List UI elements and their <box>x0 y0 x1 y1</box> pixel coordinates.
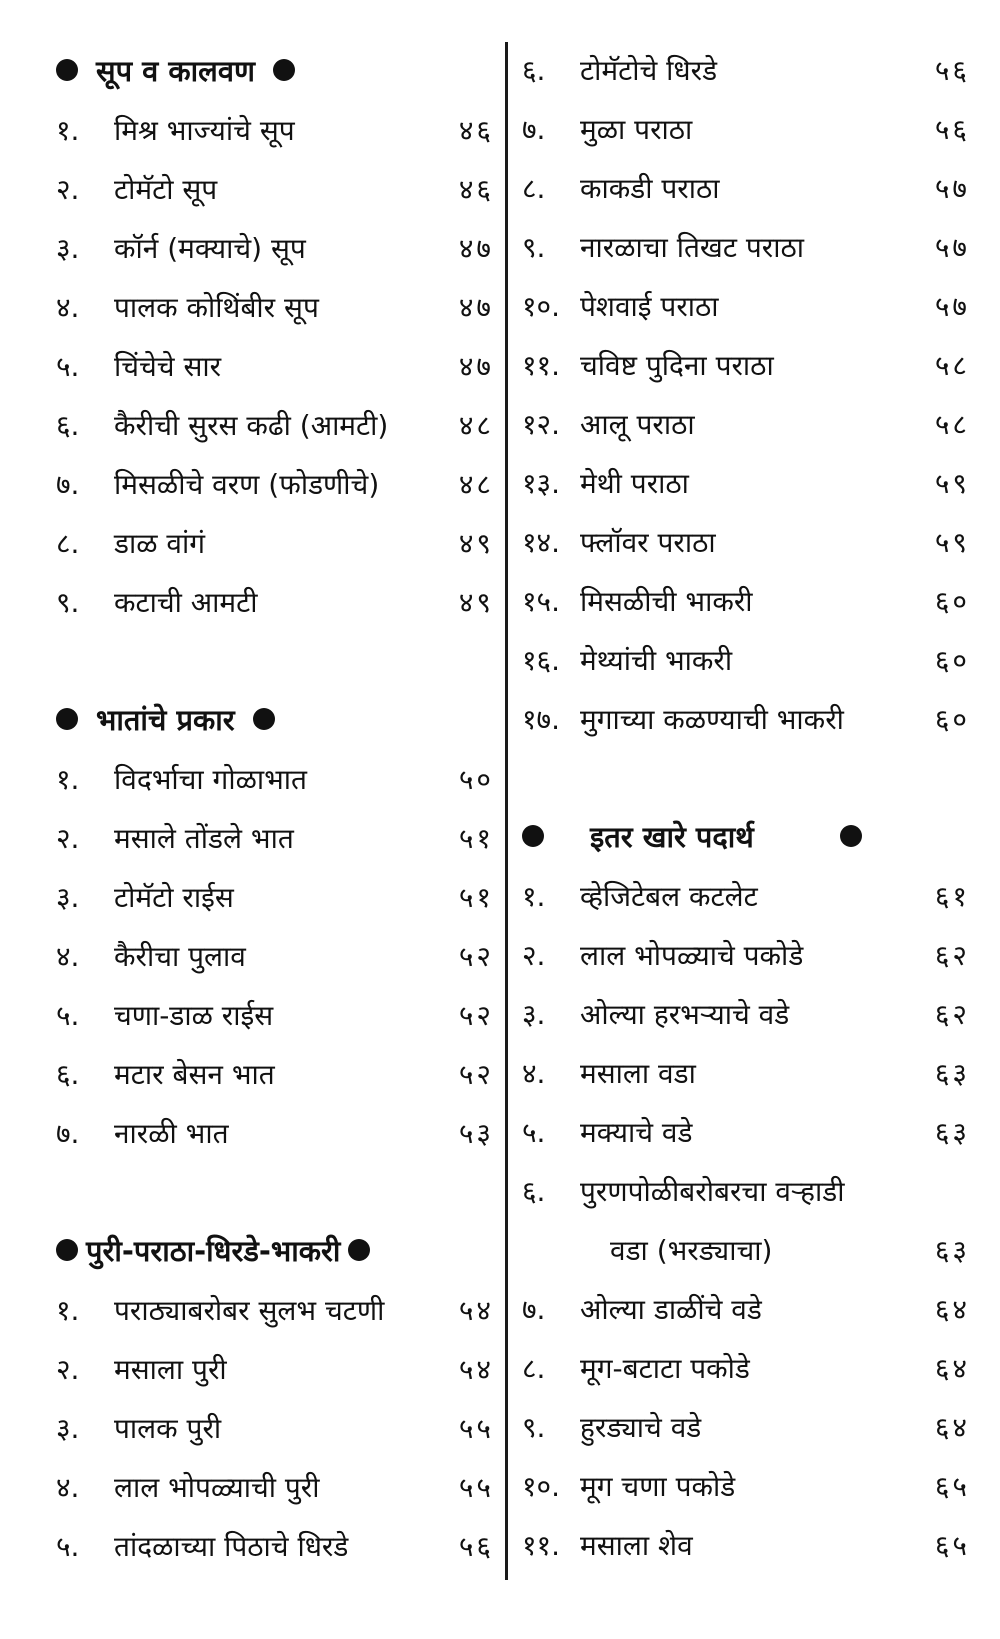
list-item[interactable] <box>56 218 494 277</box>
item-name: कटाची आमटी <box>114 585 258 619</box>
item-page: ५० <box>458 762 494 796</box>
item-number: १०. <box>522 289 561 323</box>
list-item[interactable] <box>522 394 970 453</box>
item-name: हुरड्याचे वडे <box>580 1410 702 1444</box>
item-name: पुरणपोळीबरोबरचा वऱ्हाडी <box>580 1174 845 1208</box>
item-page: ५८ <box>934 407 970 441</box>
item-number: १६. <box>522 643 561 677</box>
item-name: काकडी पराठा <box>580 171 720 205</box>
item-name: टोमॅटो राईस <box>114 880 234 914</box>
item-name: कैरीची सुरस कढी (आमटी) <box>114 408 389 442</box>
item-number: ३. <box>522 997 546 1031</box>
item-page: ४८ <box>458 467 494 501</box>
item-name: फ्लॉवर पराठा <box>580 525 716 559</box>
list-item[interactable] <box>522 1102 970 1161</box>
item-number: २. <box>522 938 546 972</box>
item-name: मसाला वडा <box>580 1056 696 1090</box>
list-item[interactable] <box>522 217 970 276</box>
item-number: ११. <box>522 1528 561 1562</box>
list-item[interactable] <box>522 689 970 748</box>
item-name: कैरीचा पुलाव <box>114 939 246 973</box>
item-name: लाल भोपळ्याची पुरी <box>114 1470 320 1504</box>
item-number: १४. <box>522 525 561 559</box>
list-item[interactable] <box>56 572 494 631</box>
list-item[interactable] <box>56 867 494 926</box>
item-name: मिश्र भाज्यांचे सूप <box>114 113 295 147</box>
list-item[interactable] <box>522 1043 970 1102</box>
item-page: ४६ <box>458 113 494 147</box>
item-page: ५४ <box>458 1352 494 1386</box>
item-name: टोमॅटो सूप <box>114 172 218 206</box>
item-page: ६३ <box>934 1115 970 1149</box>
item-page: ४७ <box>458 290 494 324</box>
item-number: १. <box>56 113 80 147</box>
list-item[interactable] <box>522 335 970 394</box>
item-number: ५. <box>56 349 80 383</box>
list-item[interactable] <box>56 336 494 395</box>
bullet-icon <box>273 59 295 81</box>
list-item[interactable] <box>56 1457 494 1516</box>
section-heading-breads <box>56 1220 494 1280</box>
item-name: वडा (भरड्याचा) <box>610 1233 773 1267</box>
item-number: १२. <box>522 407 561 441</box>
list-item[interactable] <box>522 925 970 984</box>
list-item[interactable] <box>56 395 494 454</box>
list-item[interactable] <box>522 1515 970 1574</box>
item-name: तांदळाच्या पिठाचे धिरडे <box>114 1529 349 1563</box>
list-item[interactable] <box>522 1161 970 1220</box>
item-number: ३. <box>56 231 80 265</box>
item-number: २. <box>56 821 80 855</box>
section-heading-savory <box>522 806 970 866</box>
item-name: मिसळीचे वरण (फोडणीचे) <box>114 467 380 501</box>
item-page: ६३ <box>934 1233 970 1267</box>
list-item[interactable] <box>522 1279 970 1338</box>
list-item[interactable] <box>522 40 970 99</box>
section-title: इतर खारे पदार्थ <box>590 819 754 854</box>
item-name: पेशवाई पराठा <box>580 289 719 323</box>
item-number: ९. <box>522 1410 546 1444</box>
section-gap <box>522 748 970 806</box>
item-page: ५५ <box>458 1411 494 1445</box>
item-number: १३. <box>522 466 561 500</box>
item-page: ५२ <box>458 939 494 973</box>
item-number: ४. <box>56 290 80 324</box>
item-name: मिसळीची भाकरी <box>580 584 753 618</box>
item-name: मक्याचे वडे <box>580 1115 693 1149</box>
item-name: कॉर्न (मक्याचे) सूप <box>114 231 306 265</box>
item-name: आलू पराठा <box>580 407 695 441</box>
item-name: व्हेजिटेबल कटलेट <box>580 879 758 913</box>
item-number: ४. <box>522 1056 546 1090</box>
item-page: ४६ <box>458 172 494 206</box>
left-column <box>56 40 494 1575</box>
item-page: ४७ <box>458 349 494 383</box>
list-item[interactable] <box>522 453 970 512</box>
item-page: ६२ <box>934 997 970 1031</box>
item-page: ५६ <box>934 112 970 146</box>
item-page: ४९ <box>458 585 494 619</box>
item-number: ८. <box>522 1351 546 1385</box>
item-name: मुगाच्या कळण्याची भाकरी <box>580 702 844 736</box>
item-page: ५३ <box>458 1116 494 1150</box>
section-gap <box>56 631 494 689</box>
item-number: ५. <box>56 1529 80 1563</box>
item-name: मसाले तोंडले भात <box>114 821 294 855</box>
item-number: १७. <box>522 702 561 736</box>
list-item[interactable] <box>56 159 494 218</box>
list-item[interactable] <box>56 513 494 572</box>
bullet-icon <box>56 708 78 730</box>
item-page: ५२ <box>458 1057 494 1091</box>
list-item[interactable] <box>56 749 494 808</box>
item-name: मटार बेसन भात <box>114 1057 275 1091</box>
item-page: ५१ <box>458 821 494 855</box>
item-number: ५. <box>522 1115 546 1149</box>
item-page: ६० <box>934 584 970 618</box>
item-name: मूग-बटाटा पकोडे <box>580 1351 750 1385</box>
list-item[interactable] <box>522 158 970 217</box>
item-number: १. <box>56 762 80 796</box>
item-page: ५२ <box>458 998 494 1032</box>
list-item[interactable] <box>522 512 970 571</box>
item-name: चविष्ट पुदिना पराठा <box>580 348 774 382</box>
list-item[interactable] <box>56 985 494 1044</box>
item-name: मुळा पराठा <box>580 112 693 146</box>
list-item[interactable] <box>56 926 494 985</box>
item-number: ६. <box>56 1057 80 1091</box>
list-item[interactable] <box>56 277 494 336</box>
item-number: ६. <box>522 1174 546 1208</box>
item-page: ५९ <box>934 525 970 559</box>
item-name: पालक कोथिंबीर सूप <box>114 290 319 324</box>
item-number: ९. <box>56 585 80 619</box>
column-divider <box>505 42 508 1580</box>
list-item[interactable] <box>522 1456 970 1515</box>
item-name: पराठ्याबरोबर सुलभ चटणी <box>114 1293 385 1327</box>
item-number: ४. <box>56 939 80 973</box>
item-number: ७. <box>522 112 546 146</box>
item-page: ६० <box>934 643 970 677</box>
list-item[interactable] <box>522 1397 970 1456</box>
item-number: १. <box>522 879 546 913</box>
item-number: १. <box>56 1293 80 1327</box>
bullet-icon <box>348 1239 370 1261</box>
item-name: डाळ वांगं <box>114 526 205 560</box>
item-page: ५५ <box>458 1470 494 1504</box>
list-item[interactable] <box>522 630 970 689</box>
item-number: ९. <box>522 230 546 264</box>
list-item[interactable] <box>56 808 494 867</box>
item-page: ४८ <box>458 408 494 442</box>
list-item[interactable] <box>522 99 970 158</box>
item-page: ६४ <box>934 1351 970 1385</box>
item-number: ६. <box>56 408 80 442</box>
item-page: ४७ <box>458 231 494 265</box>
item-page: ४९ <box>458 526 494 560</box>
item-page: ५६ <box>458 1529 494 1563</box>
item-page: ६४ <box>934 1292 970 1326</box>
list-item[interactable] <box>56 1516 494 1575</box>
item-number: ११. <box>522 348 561 382</box>
list-item[interactable] <box>522 571 970 630</box>
bullet-icon <box>56 59 78 81</box>
item-page: ५७ <box>934 230 970 264</box>
item-name: विदर्भाचा गोळाभात <box>114 762 308 796</box>
section-title: पुरी-पराठा-धिरडे-भाकरी <box>86 1233 341 1268</box>
list-item[interactable] <box>56 1044 494 1103</box>
item-page: ६२ <box>934 938 970 972</box>
item-number: ८. <box>56 526 80 560</box>
item-page: ५९ <box>934 466 970 500</box>
list-item[interactable] <box>56 1280 494 1339</box>
list-item[interactable] <box>522 866 970 925</box>
item-name: लाल भोपळ्याचे पकोडे <box>580 938 804 972</box>
item-page: ५१ <box>458 880 494 914</box>
item-number: ३. <box>56 1411 80 1445</box>
item-name: चिंचेचे सार <box>114 349 222 383</box>
list-item[interactable] <box>56 1103 494 1162</box>
item-name: मूग चणा पकोडे <box>580 1469 736 1503</box>
item-number: ८. <box>522 171 546 205</box>
item-page: ६४ <box>934 1410 970 1444</box>
item-page: ५८ <box>934 348 970 382</box>
section-heading-rice <box>56 689 494 749</box>
item-number: ४. <box>56 1470 80 1504</box>
item-page: ५७ <box>934 171 970 205</box>
item-name: ओल्या डाळींचे वडे <box>580 1292 762 1326</box>
list-item[interactable] <box>56 1398 494 1457</box>
item-page: ५७ <box>934 289 970 323</box>
item-name: चणा-डाळ राईस <box>114 998 274 1032</box>
section-title: भातांचे प्रकार <box>96 702 235 737</box>
list-item-continuation[interactable] <box>522 1220 970 1279</box>
bullet-icon <box>840 825 862 847</box>
item-number: १५. <box>522 584 561 618</box>
item-name: पालक पुरी <box>114 1411 222 1445</box>
section-title: सूप व कालवण <box>96 53 255 88</box>
list-item[interactable] <box>56 454 494 513</box>
item-number: २. <box>56 172 80 206</box>
item-name: मसाला पुरी <box>114 1352 227 1386</box>
item-name: नारळी भात <box>114 1116 229 1150</box>
item-page: ६० <box>934 702 970 736</box>
list-item[interactable] <box>56 1339 494 1398</box>
item-number: २. <box>56 1352 80 1386</box>
item-page: ५६ <box>934 53 970 87</box>
item-number: ७. <box>522 1292 546 1326</box>
item-page: ६३ <box>934 1056 970 1090</box>
item-page: ६५ <box>934 1469 970 1503</box>
item-number: ३. <box>56 880 80 914</box>
item-name: ओल्या हरभऱ्याचे वडे <box>580 997 790 1031</box>
item-number: १०. <box>522 1469 561 1503</box>
item-page: ६५ <box>934 1528 970 1562</box>
item-name: नारळाचा तिखट पराठा <box>580 230 804 264</box>
item-number: ६. <box>522 53 546 87</box>
bullet-icon <box>253 708 275 730</box>
item-page: ६१ <box>934 879 970 913</box>
list-item[interactable] <box>522 1338 970 1397</box>
item-number: ५. <box>56 998 80 1032</box>
right-column <box>522 40 970 1574</box>
bullet-icon <box>56 1239 78 1261</box>
item-name: मसाला शेव <box>580 1528 693 1562</box>
item-number: ७. <box>56 467 80 501</box>
item-name: मेथी पराठा <box>580 466 689 500</box>
list-item[interactable] <box>522 276 970 335</box>
section-gap <box>56 1162 494 1220</box>
list-item[interactable] <box>522 984 970 1043</box>
list-item[interactable] <box>56 100 494 159</box>
item-name: मेथ्यांची भाकरी <box>580 643 733 677</box>
item-page: ५४ <box>458 1293 494 1327</box>
item-number: ७. <box>56 1116 80 1150</box>
bullet-icon <box>522 825 544 847</box>
section-heading-soups <box>56 40 494 100</box>
item-name: टोमॅटोचे धिरडे <box>580 53 718 87</box>
